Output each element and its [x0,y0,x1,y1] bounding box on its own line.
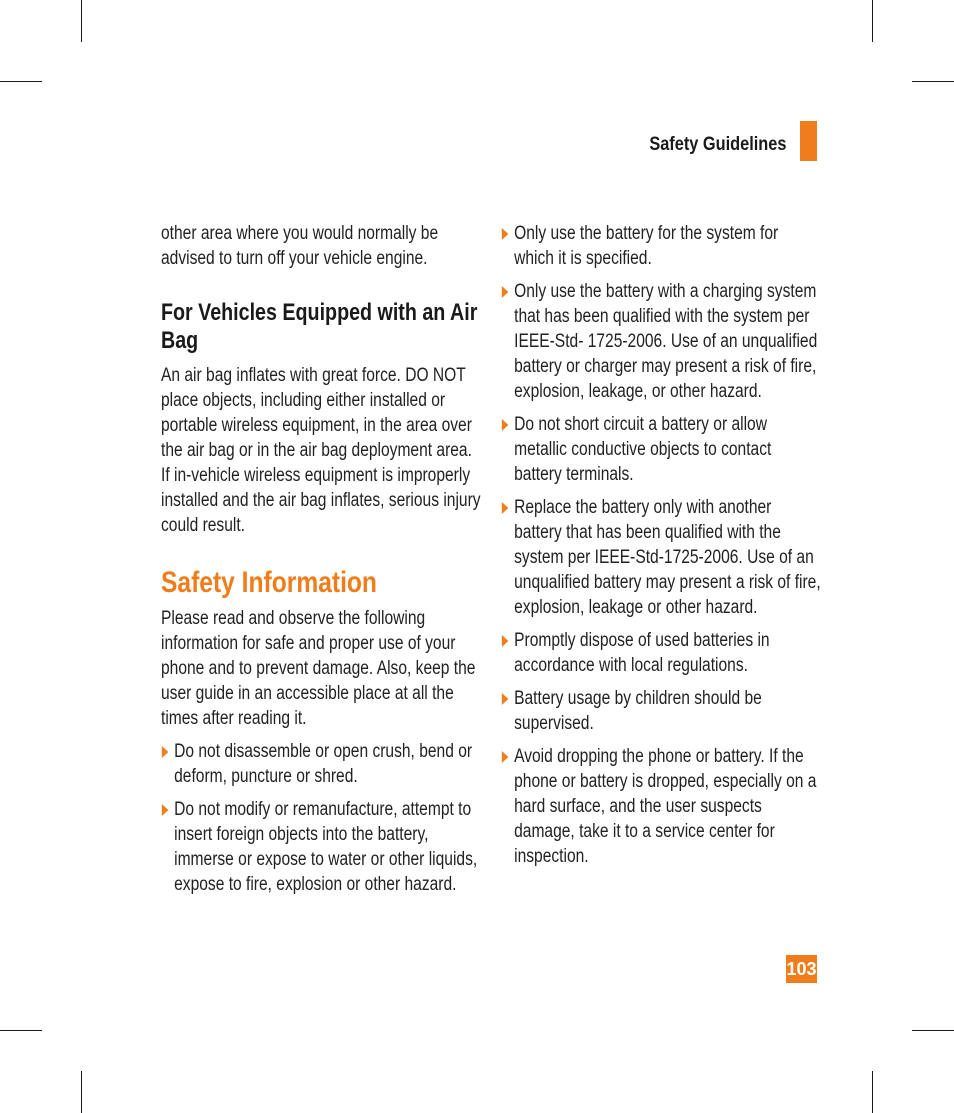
triangle-right-icon [502,419,509,431]
list-item [501,412,821,487]
list-item-text: Only use the battery with a charging system that has been qualified with the system per IEEE-Std- 1725-2006. Use of an unqualified battery or charger may present a risk of fire, explosion, leakage, or other hazard. [514,281,818,402]
triangle-right-icon [502,286,509,298]
airbag-heading: For Vehicles Equipped with an Air Bag [161,299,478,354]
list-item-text: Do not short circuit a battery or allow metallic conductive objects to contact battery terminals. [514,414,772,485]
crop-mark [81,0,82,42]
triangle-right-icon [502,635,509,647]
safety-information-heading: Safety Information [161,566,377,599]
list-item-text: Do not modify or remanufacture, attempt to insert foreign objects into the battery, immerse or expose to water or other liquids, expose to fire, explosion or other hazard. [174,799,478,895]
triangle-right-icon [162,746,169,758]
airbag-paragraph: An air bag inflates with great force. DO NOT place objects, including either installed or portable wireless equipment, in the area over the air bag or in the air bag deployment area. If in-vehicle wireless equipment is improperly installed and the air bag inflates, serious injury could result. [161,365,481,536]
list-item [501,686,821,736]
list-item [161,797,481,897]
crop-mark [872,0,873,42]
list-item [501,221,821,271]
list-item [501,495,821,620]
triangle-right-icon [502,502,509,514]
triangle-right-icon [502,751,509,763]
crop-mark [912,81,954,82]
list-item [501,744,821,869]
header-accent-bar [800,121,817,161]
page-number: 103 [786,955,817,983]
list-item-text: Only use the battery for the system for which it is specified. [514,223,779,269]
list-item-text: Avoid dropping the phone or battery. If the phone or battery is dropped, especially on a hard surface, and the user suspects damage, take it to a service center for inspection. [514,746,817,867]
list-item-text: Battery usage by children should be supervised. [514,688,762,734]
triangle-right-icon [162,804,169,816]
right-column [501,221,821,869]
list-item [161,739,481,789]
left-column [161,221,481,897]
list-item-text: Promptly dispose of used batteries in accordance with local regulations. [514,630,770,676]
triangle-right-icon [502,693,509,705]
list-item [501,279,821,404]
crop-mark [872,1071,873,1113]
crop-mark [912,1030,954,1031]
crop-mark [81,1071,82,1113]
crop-mark [0,1030,42,1031]
list-item-text: Replace the battery only with another battery that has been qualified with the system per IEEE-Std-1725-2006. Use of an unqualified battery may present a risk of fire, explosion, leakage or other hazard. [514,497,821,618]
list-item [501,628,821,678]
intro-paragraph: other area where you would normally be advised to turn off your vehicle engine. [161,223,439,269]
list-item-text: Do not disassemble or open crush, bend or deform, puncture or shred. [174,741,473,787]
crop-mark [0,81,42,82]
left-bullet-list [161,739,481,897]
right-bullet-list [501,221,821,869]
safety-information-paragraph: Please read and observe the following information for safe and proper use of your phone and to prevent damage. Also, keep the user guide in an accessible place at all the times after reading it. [161,608,476,729]
running-header: Safety Guidelines [648,134,786,155]
triangle-right-icon [502,228,509,240]
